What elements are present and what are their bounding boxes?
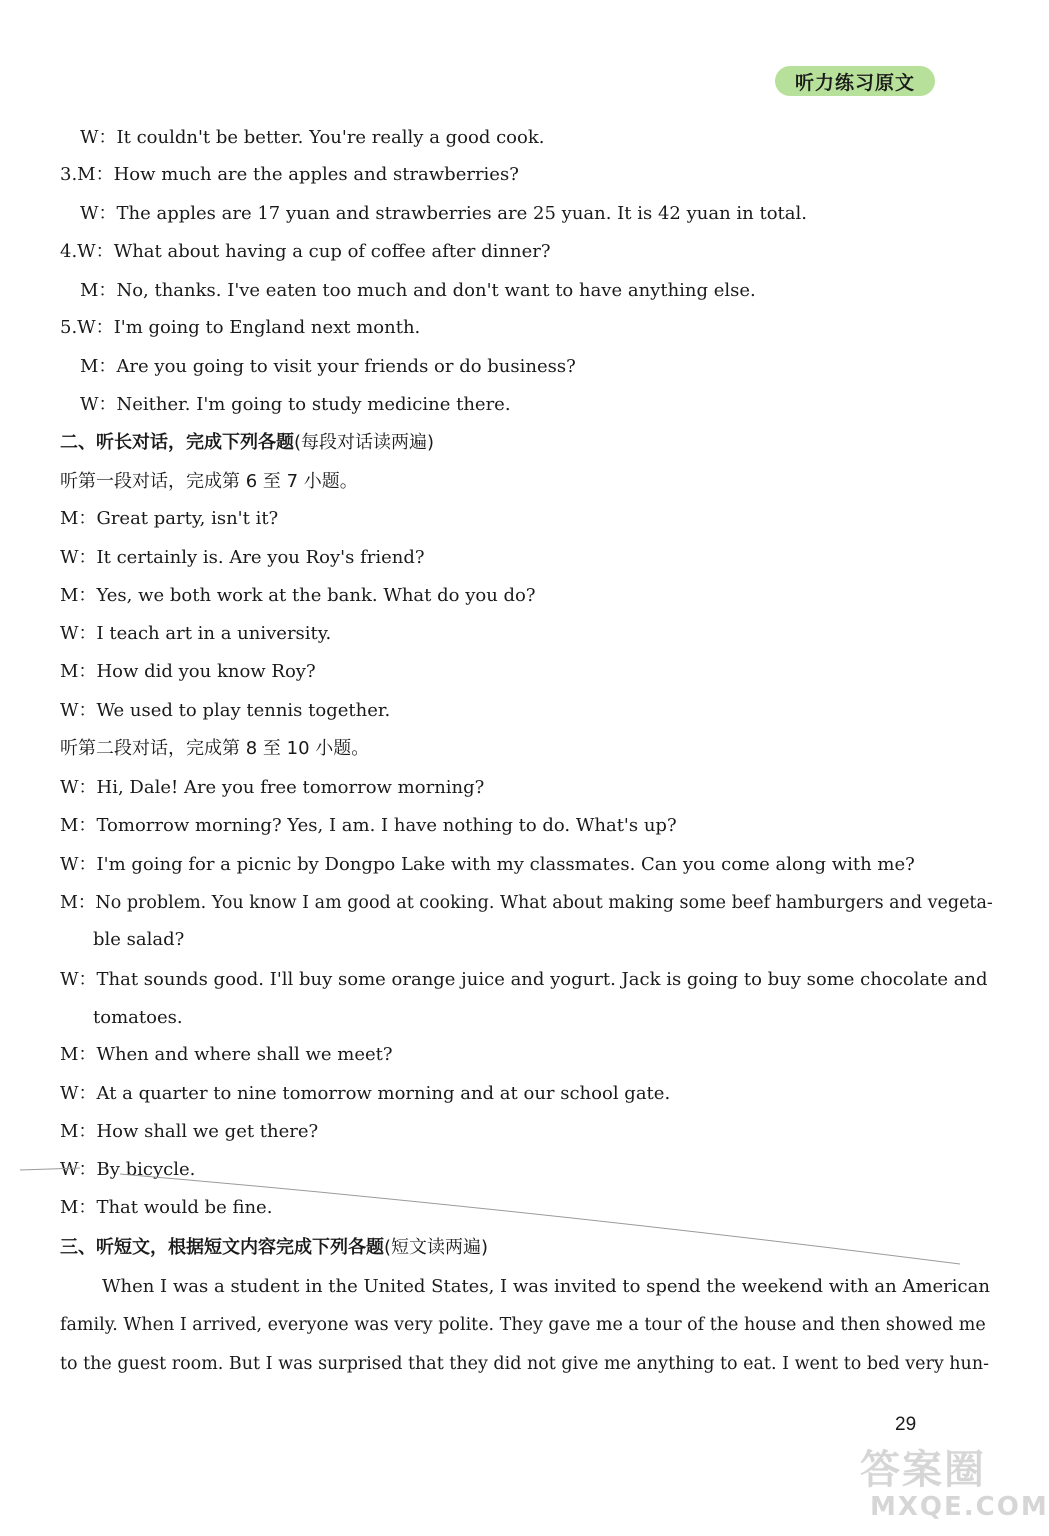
speaker-label: W： bbox=[60, 854, 97, 875]
line-text: How much are the apples and strawberries? bbox=[113, 164, 519, 185]
speaker-label: 4.W： bbox=[60, 241, 114, 262]
speaker-label: W： bbox=[60, 1159, 97, 1180]
speaker-label: M： bbox=[60, 661, 97, 682]
transcript-line bbox=[60, 853, 915, 877]
transcript-line bbox=[60, 507, 278, 531]
line-text: I'm going for a picnic by Dongpo Lake with my classmates. Can you come along with me? bbox=[96, 854, 915, 875]
line-text: No, thanks. I've eaten too much and don't want to have anything else. bbox=[116, 280, 756, 301]
transcript-line bbox=[60, 1196, 272, 1220]
line-text: 二、听长对话，完成下列各题 bbox=[60, 432, 294, 453]
line-text: When I was a student in the United States, I was invited to spend the weekend with an American bbox=[102, 1276, 990, 1297]
line-text: When and where shall we meet? bbox=[96, 1044, 393, 1065]
transcript-line bbox=[60, 1082, 670, 1106]
transcript-line bbox=[60, 776, 484, 800]
transcript-line bbox=[60, 163, 519, 187]
line-text: 三、听短文，根据短文内容完成下列各题 bbox=[60, 1237, 384, 1258]
line-text: By bicycle. bbox=[96, 1159, 196, 1180]
subsection-heading bbox=[60, 470, 358, 494]
speaker-label: W： bbox=[60, 547, 97, 568]
transcript-line bbox=[60, 1158, 195, 1182]
transcript-line bbox=[60, 584, 536, 608]
line-text: Neither. I'm going to study medicine there. bbox=[116, 394, 511, 415]
transcript-line bbox=[80, 393, 511, 417]
speaker-label: M： bbox=[60, 585, 97, 606]
transcript-line bbox=[60, 1352, 989, 1376]
transcript-line bbox=[60, 660, 316, 684]
line-text: 听第二段对话，完成第 8 至 10 小题。 bbox=[60, 738, 370, 759]
transcript-line bbox=[80, 355, 576, 379]
speaker-label: 5.W： bbox=[60, 317, 114, 338]
transcript-line bbox=[93, 1006, 183, 1030]
transcript-line bbox=[60, 1120, 318, 1144]
speaker-label: M： bbox=[60, 815, 97, 836]
transcript-line bbox=[60, 546, 425, 570]
speaker-label: M： bbox=[60, 1197, 97, 1218]
section-heading bbox=[60, 1236, 488, 1260]
transcript-line bbox=[80, 126, 544, 150]
transcript-line bbox=[60, 622, 331, 646]
line-text: That would be fine. bbox=[96, 1197, 273, 1218]
transcript-line bbox=[60, 1313, 986, 1337]
heading-note: (每段对话读两遍) bbox=[294, 432, 435, 453]
transcript-line bbox=[93, 928, 184, 952]
line-text: to the guest room. But I was surprised that they did not give me anything to eat. I went to bed very hun- bbox=[60, 1354, 990, 1374]
line-text: ble salad? bbox=[93, 929, 185, 950]
transcript-line bbox=[60, 968, 988, 992]
line-text: How did you know Roy? bbox=[96, 661, 316, 682]
speaker-label: 3.M： bbox=[60, 164, 114, 185]
line-text: The apples are 17 yuan and strawberries are 25 yuan. It is 42 yuan in total. bbox=[116, 203, 807, 224]
transcript-line bbox=[102, 1275, 990, 1299]
watermark-url: MXQE.COM bbox=[870, 1492, 1049, 1522]
transcript-line bbox=[60, 814, 677, 838]
transcript-line bbox=[60, 316, 420, 340]
line-text: It couldn't be better. You're really a good cook. bbox=[116, 127, 545, 148]
subsection-heading bbox=[60, 737, 369, 761]
line-text: I teach art in a university. bbox=[96, 623, 332, 644]
speaker-label: W： bbox=[60, 777, 97, 798]
speaker-label: W： bbox=[80, 127, 117, 148]
transcript-line bbox=[80, 202, 807, 226]
line-text: It certainly is. Are you Roy's friend? bbox=[96, 547, 425, 568]
heading-note: (短文读两遍) bbox=[384, 1237, 489, 1258]
transcript-line bbox=[80, 279, 756, 303]
speaker-label: M： bbox=[60, 1044, 97, 1065]
section-heading bbox=[60, 431, 434, 455]
transcript-line bbox=[60, 240, 551, 264]
watermark-text: 答案圈 bbox=[860, 1447, 986, 1493]
line-text: At a quarter to nine tomorrow morning and at our school gate. bbox=[96, 1083, 671, 1104]
line-text: 听第一段对话，完成第 6 至 7 小题。 bbox=[60, 471, 358, 492]
line-text: Yes, we both work at the bank. What do you do? bbox=[96, 585, 536, 606]
line-text: How shall we get there? bbox=[96, 1121, 319, 1142]
speaker-label: W： bbox=[80, 203, 117, 224]
section-tag: 听力练习原文 bbox=[775, 66, 935, 96]
line-text: Great party, isn't it? bbox=[96, 508, 279, 529]
line-text: tomatoes. bbox=[93, 1007, 183, 1028]
speaker-label: W： bbox=[60, 700, 97, 721]
line-text: Are you going to visit your friends or do business? bbox=[116, 356, 576, 377]
line-text: I'm going to England next month. bbox=[113, 317, 421, 338]
transcript-line bbox=[60, 1043, 393, 1067]
line-text: No problem. You know I am good at cooking. What about making some beef hamburgers and vegeta- bbox=[95, 893, 993, 913]
speaker-label: W： bbox=[60, 969, 97, 990]
page-number: 29 bbox=[895, 1414, 917, 1435]
line-text: What about having a cup of coffee after dinner? bbox=[113, 241, 551, 262]
transcript-line bbox=[60, 699, 390, 723]
speaker-label: W： bbox=[60, 623, 97, 644]
line-text: We used to play tennis together. bbox=[96, 700, 391, 721]
speaker-label: M： bbox=[80, 356, 117, 377]
line-text: Tomorrow morning? Yes, I am. I have nothing to do. What's up? bbox=[96, 815, 677, 836]
transcript-line bbox=[60, 891, 993, 915]
line-text: family. When I arrived, everyone was very polite. They gave me a tour of the house and then showed me bbox=[60, 1315, 986, 1335]
line-text: That sounds good. I'll buy some orange juice and yogurt. Jack is going to buy some chocolate and bbox=[96, 969, 988, 990]
speaker-label: M： bbox=[60, 1121, 97, 1142]
speaker-label: W： bbox=[80, 394, 117, 415]
speaker-label: W： bbox=[60, 1083, 97, 1104]
speaker-label: M： bbox=[80, 280, 117, 301]
speaker-label: M： bbox=[60, 508, 97, 529]
watermark-logo bbox=[860, 1447, 1049, 1532]
speaker-label: M： bbox=[60, 893, 96, 913]
line-text: Hi, Dale! Are you free tomorrow morning? bbox=[96, 777, 485, 798]
